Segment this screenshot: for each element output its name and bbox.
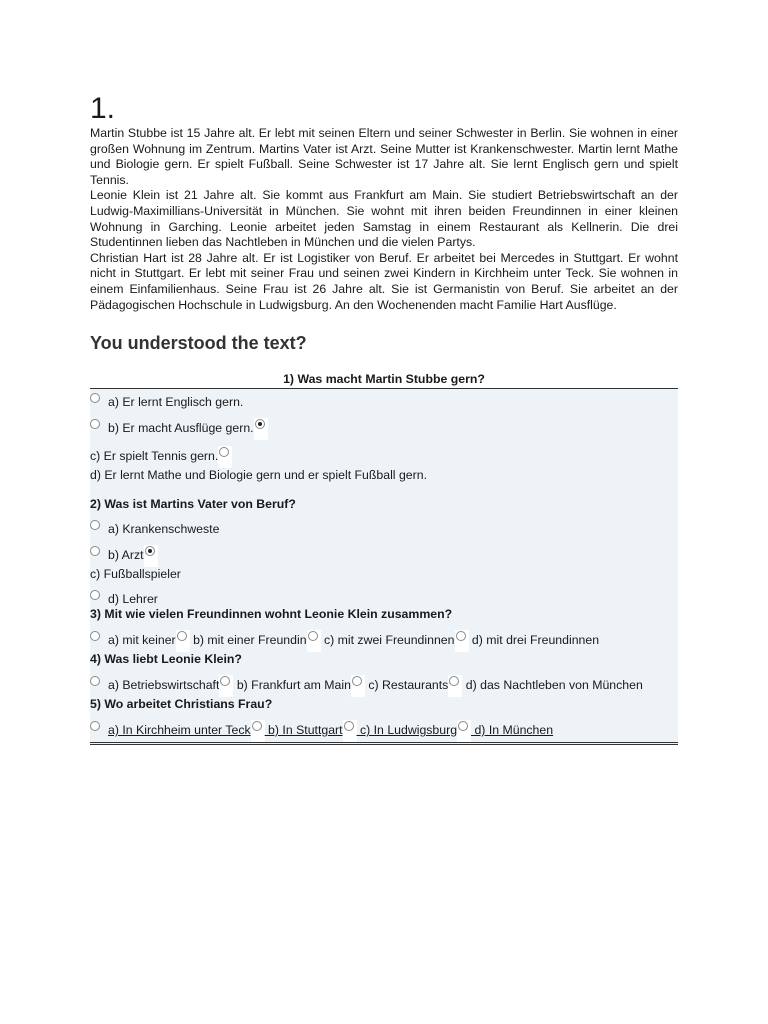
question-5-title: 5) Wo arbeitet Christians Frau?	[90, 697, 273, 712]
q3-option-a-label: a) mit keiner	[108, 633, 176, 648]
question-3-title: 3) Mit wie vielen Freundinnen wohnt Leonie Klein zusammen?	[90, 607, 453, 622]
q5-option-c-radio[interactable]	[344, 721, 354, 731]
q3-option-d-radio[interactable]	[456, 631, 466, 641]
q1-option-b-row	[90, 418, 678, 440]
q3-option-d-label: d) mit drei Freundinnen	[471, 633, 600, 648]
q2-option-c-label: c) Fußballspieler	[90, 567, 181, 582]
q1-option-c-label: c) Er spielt Tennis gern.	[90, 449, 219, 464]
q3-options-row	[90, 630, 678, 652]
q5-option-b-label: b) In Stuttgart	[268, 723, 343, 738]
q2-option-a-radio[interactable]	[90, 520, 100, 530]
paragraph-leonie: Leonie Klein ist 21 Jahre alt. Sie kommt aus Frankfurt am Main. Sie studiert Betriebswirtschaft an der Ludwig-Maximillians-Universität in München. Sie wohnt mit ihren beiden Freundinnen in einer kleinen Wohnung in Garching. Leonie arbeitet jeden Samstag in einem Restaurant als Kellnerin. Die drei Studentinnen lieben das Nachtleben in München und die vielen Partys.	[90, 188, 678, 250]
q4-option-b-radio[interactable]	[220, 676, 230, 686]
question-1-title: 1) Was macht Martin Stubbe gern?	[283, 372, 485, 387]
q4-option-b-label: b) Frankfurt am Main	[236, 678, 351, 693]
q1-option-c-radio[interactable]	[219, 447, 229, 457]
q1-option-d-row	[90, 468, 678, 483]
question-4-title: 4) Was liebt Leonie Klein?	[90, 652, 242, 667]
q5-option-c-label: c) In Ludwigsburg	[359, 723, 458, 738]
q3-option-c-label: c) mit zwei Freundinnen	[323, 633, 455, 648]
q1-option-b-label: b) Er macht Ausflüge gern.	[108, 421, 254, 436]
quiz-heading: You understood the text?	[90, 333, 307, 354]
q2-option-b-radio-left[interactable]	[90, 546, 100, 556]
question-2-title: 2) Was ist Martins Vater von Beruf?	[90, 497, 296, 512]
q2-option-d-radio[interactable]	[90, 590, 100, 600]
q2-option-d-row	[90, 590, 678, 607]
q2-option-a-label: a) Krankenschweste	[108, 522, 220, 537]
q3-option-a-radio[interactable]	[90, 631, 100, 641]
q5-option-b-radio[interactable]	[252, 721, 262, 731]
q4-options-row	[90, 675, 678, 697]
q2-option-d-label: d) Lehrer	[108, 592, 158, 607]
paragraph-martin: Martin Stubbe ist 15 Jahre alt. Er lebt mit seinen Eltern und seiner Schwester in Berlin. Sie wohnen in einer großen Wohnung im Zentrum. Martins Vater ist Arzt. Seine Mutter ist Krankenschwester. Martin lernt Mathe und Biologie gern. Er spielt Fußball. Seine Schwester ist 17 Jahre alt. Sie lernt Englisch gern und spielt Tennis.	[90, 126, 678, 187]
paragraph-christian: Christian Hart ist 28 Jahre alt. Er ist Logistiker von Beruf. Er arbeitet bei Mercedes in Stuttgart. Er wohnt nicht in Stuttgart. Er lebt mit seiner Frau und seinen zwei Kindern in Kirchheim unter Teck. Sie wohnen in einem Einfamilienhaus. Seine Frau ist 26 Jahre alt. Sie ist Germanistin von Beruf. Sie arbeitet an der Pädagogischen Hochschule in Ludwigsburg. An den Wochenenden macht Familie Hart Ausflüge.	[90, 250, 678, 312]
q2-option-a-row	[90, 520, 678, 537]
section-number: 1.	[90, 92, 116, 125]
q4-option-a-radio[interactable]	[90, 676, 100, 686]
q3-option-c-radio[interactable]	[308, 631, 318, 641]
q4-option-a-label: a) Betriebswirtschaft	[108, 678, 220, 693]
q5-option-d-label: d) In München	[474, 723, 554, 738]
q2-option-c-row	[90, 567, 678, 582]
q1-option-b-radio-selected[interactable]	[255, 419, 265, 429]
q2-option-b-label: b) Arzt	[108, 548, 144, 563]
q4-option-c-label: c) Restaurants	[368, 678, 449, 693]
q1-option-a-row	[90, 393, 678, 410]
q2-option-b-radio-selected[interactable]	[145, 546, 155, 556]
q1-option-a-radio[interactable]	[90, 393, 100, 403]
q5-option-a-radio[interactable]	[90, 721, 100, 731]
q1-option-d-label: d) Er lernt Mathe und Biologie gern und er spielt Fußball gern.	[90, 468, 427, 483]
q5-option-a-label: a) In Kirchheim unter Teck	[108, 723, 251, 738]
q3-option-b-radio[interactable]	[177, 631, 187, 641]
q3-option-b-label: b) mit einer Freundin	[193, 633, 307, 648]
q1-option-a-label: a) Er lernt Englisch gern.	[108, 395, 244, 410]
q5-options-row	[90, 720, 678, 742]
document-page	[90, 92, 678, 745]
q5-option-d-radio[interactable]	[458, 721, 468, 731]
q1-option-b-radio-left[interactable]	[90, 419, 100, 429]
q4-option-c-radio[interactable]	[352, 676, 362, 686]
quiz-form	[90, 388, 678, 745]
q4-option-d-radio[interactable]	[449, 676, 459, 686]
q1-option-c-row	[90, 446, 678, 468]
q4-option-d-label: d) das Nachtleben von München	[465, 678, 643, 693]
q2-option-b-row	[90, 545, 678, 567]
